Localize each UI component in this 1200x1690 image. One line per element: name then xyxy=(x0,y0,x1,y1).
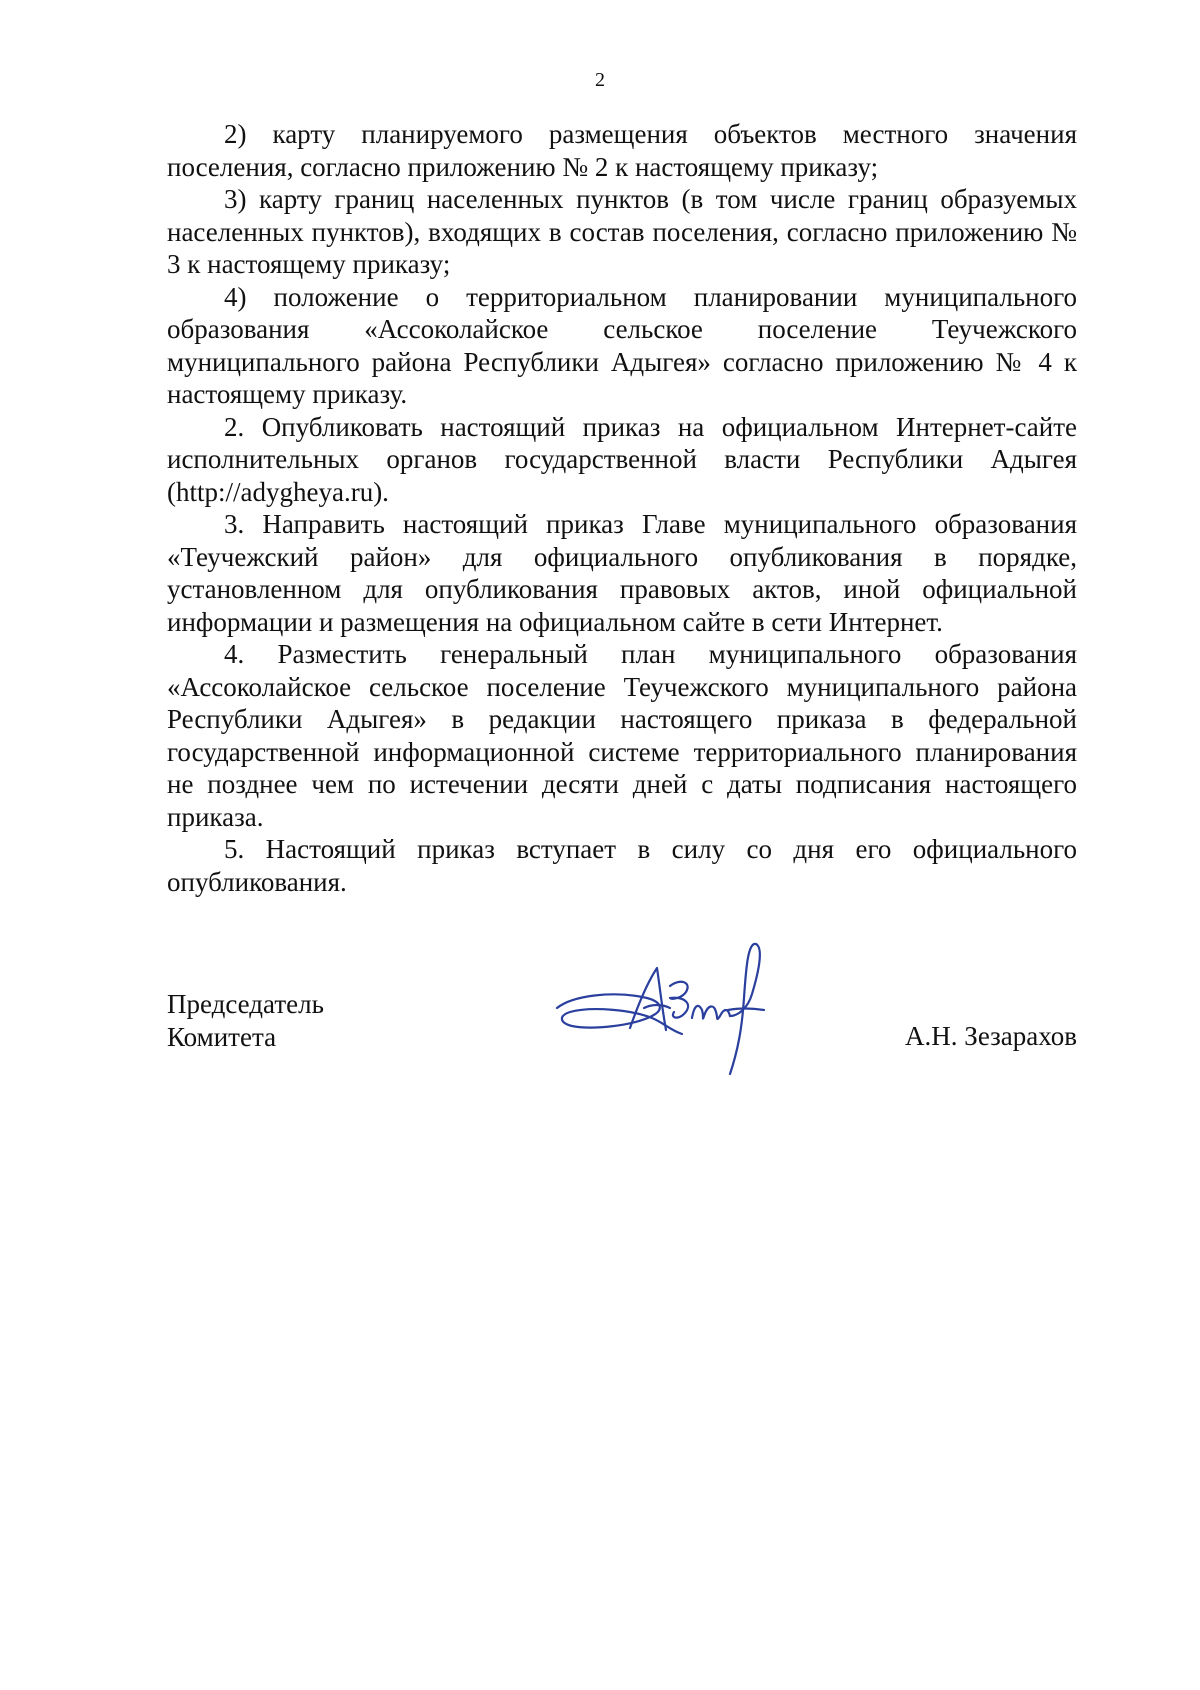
signer-position-line-1: Председатель xyxy=(167,989,324,1019)
signer-position-line-2: Комитета xyxy=(167,1021,277,1052)
paragraph-item-4-planning-provision: 4) положение о территориальном планировании муниципального образования «Ассоколайское сельское поселение Теучежского муниципального района Республики Адыгея» согласно приложению № 4 к настоящему приказу. xyxy=(167,281,1077,409)
paragraph-item-2-map-of-objects: 2) карту планируемого размещения объектов местного значения поселения, согласно приложению № 2 к настоящему приказу; xyxy=(167,119,1077,182)
handwritten-signature xyxy=(552,938,782,1078)
paragraph-point-2-publish: 2. Опубликовать настоящий приказ на официальном Интернет-сайте исполнительных органов государственной власти Республики Адыгея (http://adygheya.ru). xyxy=(167,411,1077,507)
signer-name: А.Н. Зезарахов xyxy=(905,1021,1077,1051)
signer-position xyxy=(167,988,324,1053)
page-number: 2 xyxy=(595,69,605,91)
paragraph-point-3-send-to-head: 3. Направить настоящий приказ Главе муниципального образования «Теучежский район» для официального опубликования в порядке, установленном для опубликования правовых актов, иной официальной информации и размещения на официальном сайте в сети Интернет. xyxy=(167,509,1077,637)
paragraph-item-3-map-of-boundaries: 3) карту границ населенных пунктов (в том числе границ образуемых населенных пунктов), входящих в состав поселения, согласно приложению № 3 к настоящему приказу; xyxy=(167,184,1077,279)
signature-block xyxy=(167,988,1077,1098)
paragraph-point-4-place-in-system: 4. Разместить генеральный план муниципального образования «Ассоколайское сельское поселение Теучежского муниципального района Республики Адыгея» в редакции настоящего приказа в федеральной государственной информационной системе территориального планирования не позднее чем по истечении десяти дней с даты подписания настоящего приказа. xyxy=(167,639,1077,832)
paragraph-point-5-effective-date: 5. Настоящий приказ вступает в силу со дня его официального опубликования. xyxy=(167,834,1077,897)
document-body xyxy=(167,118,1077,898)
